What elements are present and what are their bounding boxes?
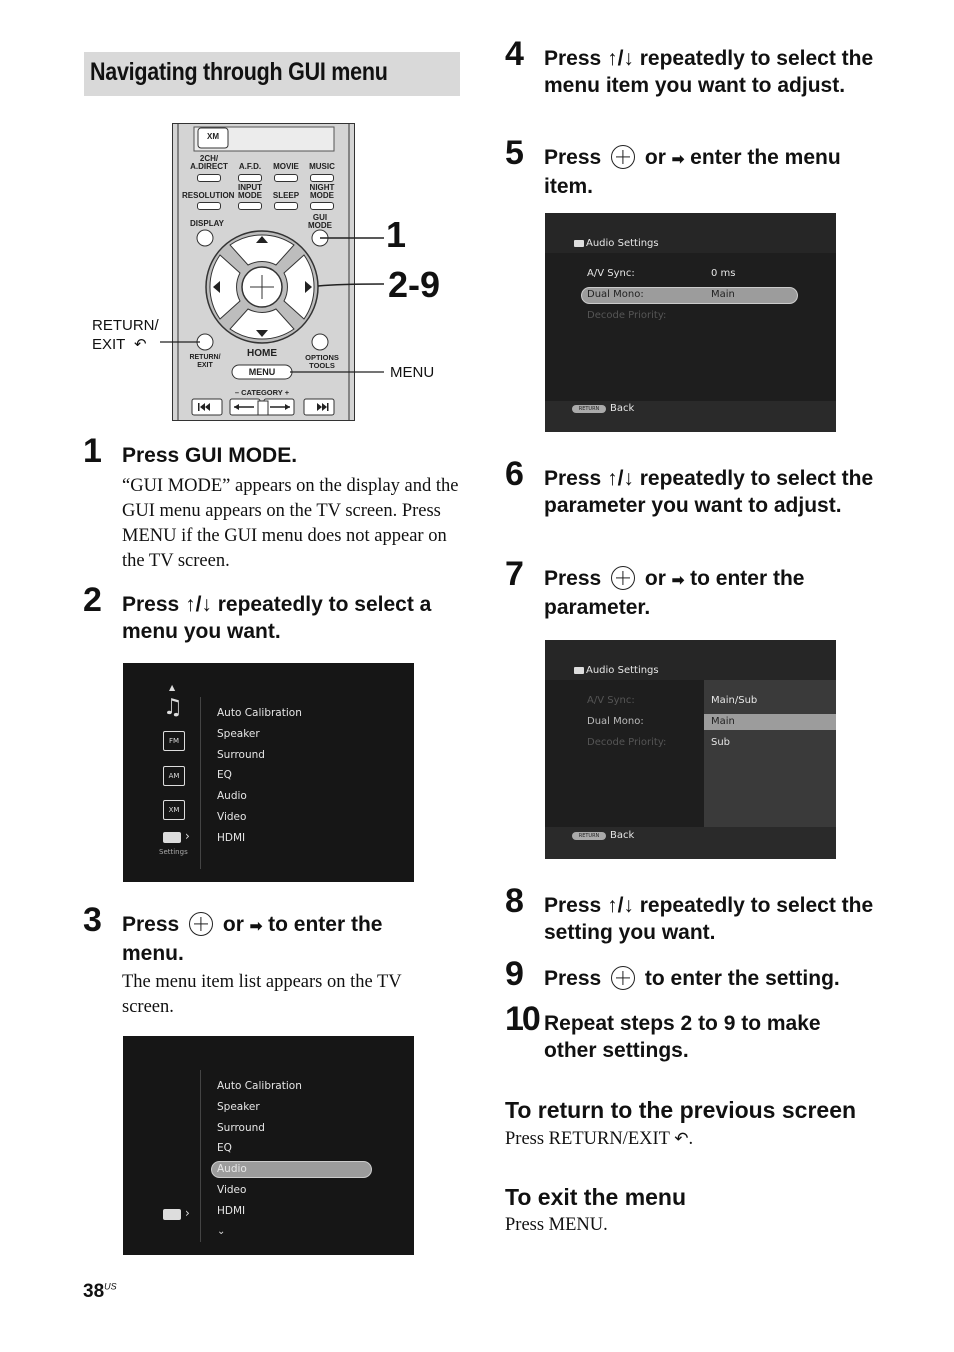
right-arrow-icon: ➡ (671, 151, 685, 168)
step-2-title (122, 591, 462, 645)
step-3-rest: to enter the menu. (122, 913, 383, 965)
enter-button-icon (611, 566, 635, 590)
remote-label-movie: MOVIE (273, 162, 299, 171)
am-tuner-icon (163, 766, 185, 786)
tv1-item-audio[interactable]: Audio (217, 790, 247, 803)
xm-button-label: XM (207, 132, 219, 141)
callout-steps-2-9: 2-9 (388, 264, 441, 305)
remote-label-music: MUSIC (309, 162, 335, 171)
page-number-suffix: US (104, 1281, 117, 1292)
chevron-right-icon: › (185, 1206, 190, 1220)
callout-step-1: 1 (386, 214, 407, 255)
return-arrow-icon: ↶ (134, 336, 147, 353)
step-6-number: 6 (505, 455, 524, 493)
step-10-title: Repeat steps 2 to 9 to make other settings. (544, 1012, 821, 1062)
remote-label-input-mode: INPUT MODE (238, 183, 262, 200)
step-1-body: “GUI MODE” appears on the display and the GUI menu appears on the TV screen. Press MENU if the GUI menu does not appear on the TV screen. (122, 476, 459, 571)
tv1-item-video[interactable]: Video (217, 810, 247, 823)
remote-label-resolution: RESOLUTION (182, 191, 235, 200)
step-2-title-b: repeatedly to select a menu you want. (122, 593, 432, 643)
scroll-down-icon: ⌄ (217, 1226, 226, 1237)
enter-button-icon (611, 145, 635, 169)
return-badge-text: RETURN (578, 406, 600, 412)
step-5-or: or (639, 146, 672, 169)
remote-label-display: DISPLAY (190, 219, 224, 228)
tv4-option-sub[interactable]: Sub (711, 737, 731, 748)
tv3-title: Audio Settings (586, 238, 659, 249)
up-down-arrow-icon: ↑/↓ (607, 894, 634, 917)
step-7-press: Press (544, 567, 608, 590)
page-number-value: 38 (83, 1281, 105, 1302)
step-4-title (544, 45, 894, 99)
step-4-number: 4 (505, 35, 524, 73)
settings-toolbox-icon (163, 1209, 181, 1220)
remote-button-menu[interactable]: MENU (248, 367, 276, 377)
tv1-item-hdmi[interactable]: HDMI (217, 831, 246, 844)
step-7-rest: to enter the parameter. (544, 567, 805, 619)
xm-tuner-icon (163, 800, 185, 820)
return-section-title: To return to the previous screen (505, 1097, 857, 1123)
return-section-body: Press RETURN/EXIT ↶. (505, 1129, 694, 1149)
remote-label-gui-mode: GUI MODE (308, 213, 332, 230)
tv4-key-decode-priority: Decode Priority: (587, 737, 667, 748)
up-down-arrow-icon: ↑/↓ (185, 593, 212, 616)
exit-section-title: To exit the menu (505, 1184, 687, 1210)
step-1-number: 1 (83, 432, 102, 470)
tv3-row-av-sync-key[interactable]: A/V Sync: (587, 268, 635, 279)
step-2-title-a: Press (122, 593, 186, 616)
step-3-press: Press (122, 913, 186, 936)
step-6-title (544, 465, 894, 519)
callout-return-exit-text: RETURN/ EXIT (92, 317, 159, 353)
step-7-or: or (639, 567, 672, 590)
tv2-item-surround[interactable]: Surround (217, 1121, 265, 1134)
tv2-item-speaker[interactable]: Speaker (217, 1100, 260, 1113)
tv1-item-auto-calibration[interactable]: Auto Calibration (217, 707, 302, 719)
remote-label-category: – CATEGORY + (234, 388, 290, 397)
tv1-item-speaker[interactable]: Speaker (217, 727, 260, 740)
step-9-title (544, 965, 904, 992)
tv2-item-audio[interactable]: Audio (217, 1163, 247, 1176)
step-5-press: Press (544, 146, 608, 169)
tv1-item-eq[interactable]: EQ (217, 769, 232, 782)
callout-return-exit (92, 316, 159, 354)
step-8-title-a: Press (544, 894, 608, 917)
settings-toolbox-icon (163, 832, 181, 843)
step-4-title-b: repeatedly to select the menu item you want to adjust. (544, 47, 874, 97)
remote-label-options-tools: OPTIONS TOOLS (305, 353, 339, 370)
step-3-number: 3 (83, 901, 102, 939)
callout-menu: MENU (390, 364, 435, 381)
return-section-body-text: Press RETURN/EXIT (505, 1129, 675, 1149)
tv4-option-main-sub[interactable]: Main/Sub (711, 695, 758, 706)
tv3-row-decode-priority-key[interactable]: Decode Priority: (587, 310, 667, 321)
step-1-title: Press GUI MODE. (122, 444, 298, 467)
settings-toolbox-icon (574, 667, 584, 674)
step-7-number: 7 (505, 555, 524, 593)
step-7-title (544, 565, 864, 621)
tv2-item-auto-calibration[interactable]: Auto Calibration (217, 1080, 302, 1092)
tv3-back-label[interactable]: Back (610, 403, 635, 414)
tv4-key-dual-mono: Dual Mono: (587, 716, 644, 727)
tv2-item-video[interactable]: Video (217, 1183, 247, 1196)
tv4-key-av-sync: A/V Sync: (587, 695, 635, 706)
chevron-right-icon: › (185, 829, 190, 843)
section-heading-text: Navigating through GUI menu (90, 58, 388, 86)
step-10-number: 10 (505, 1000, 539, 1038)
fm-tuner-icon (163, 731, 185, 751)
remote-label-night-mode: NIGHT MODE (309, 183, 335, 200)
remote-label-afd: A.F.D. (238, 162, 262, 171)
settings-toolbox-icon (574, 240, 584, 247)
tv3-row-dual-mono-value: Main (711, 289, 735, 300)
return-badge-text: RETURN (578, 833, 600, 839)
up-down-arrow-icon: ↑/↓ (607, 47, 634, 70)
step-6-title-a: Press (544, 467, 608, 490)
step-3-or: or (217, 913, 250, 936)
step-3-title (122, 911, 442, 967)
enter-button-icon (611, 966, 635, 990)
remote-label-home: HOME (247, 348, 277, 359)
step-8-title-b: repeatedly to select the setting you want. (544, 894, 874, 944)
step-9-rest: to enter the setting. (639, 967, 840, 990)
fm-label: FM (168, 737, 180, 745)
right-arrow-icon: ➡ (671, 572, 685, 589)
tv2-divider (200, 1070, 201, 1242)
step-8-number: 8 (505, 882, 524, 920)
tv2-item-hdmi[interactable]: HDMI (217, 1204, 246, 1217)
tv4-title: Audio Settings (586, 665, 659, 676)
tv3-row-dual-mono-key[interactable]: Dual Mono: (587, 289, 644, 300)
tv1-divider (200, 697, 201, 869)
return-badge (572, 405, 606, 413)
step-3-body: The menu item list appears on the TV screen. (122, 972, 402, 1017)
music-icon: ♫ (163, 695, 183, 720)
tv3-row-av-sync-value: 0 ms (711, 268, 736, 279)
am-label: AM (168, 772, 180, 780)
settings-label: Settings (159, 848, 188, 856)
tv-screen-menu-list (123, 663, 414, 882)
tv-screen-menu-selected (123, 1036, 414, 1255)
step-6-title-b: repeatedly to select the parameter you want to adjust. (544, 467, 874, 517)
page-number (83, 1281, 117, 1303)
remote-label-2ch: 2CH/ A.DIRECT (190, 154, 228, 171)
return-arrow-icon: ↶ (674, 1129, 689, 1149)
tv4-back-label[interactable]: Back (610, 830, 635, 841)
xm-label: XM (168, 806, 180, 814)
enter-button-icon (189, 912, 213, 936)
tv2-menu-list (217, 1080, 302, 1226)
tv1-menu-list (217, 707, 302, 853)
step-5-number: 5 (505, 134, 524, 172)
step-5-rest: enter the menu item. (544, 146, 841, 198)
remote-label-sleep: SLEEP (272, 191, 300, 200)
step-9-press: Press (544, 967, 608, 990)
exit-section-body: Press MENU. (505, 1215, 608, 1235)
remote-label-return-exit: RETURN/ EXIT (189, 354, 221, 369)
right-arrow-icon: ➡ (249, 918, 263, 935)
tv4-option-main[interactable]: Main (711, 716, 735, 727)
step-4-title-a: Press (544, 47, 608, 70)
step-2-number: 2 (83, 581, 102, 619)
return-badge (572, 832, 606, 840)
tv-screen-audio-settings (545, 213, 836, 432)
step-9-number: 9 (505, 955, 524, 993)
step-5-title (544, 144, 894, 200)
tv1-item-surround[interactable]: Surround (217, 748, 265, 761)
up-down-arrow-icon: ↑/↓ (607, 467, 634, 490)
tv-screen-parameter-options (545, 640, 836, 859)
scroll-up-icon: ▲ (169, 683, 176, 692)
step-8-title (544, 892, 894, 946)
tv2-item-eq[interactable]: EQ (217, 1142, 232, 1155)
